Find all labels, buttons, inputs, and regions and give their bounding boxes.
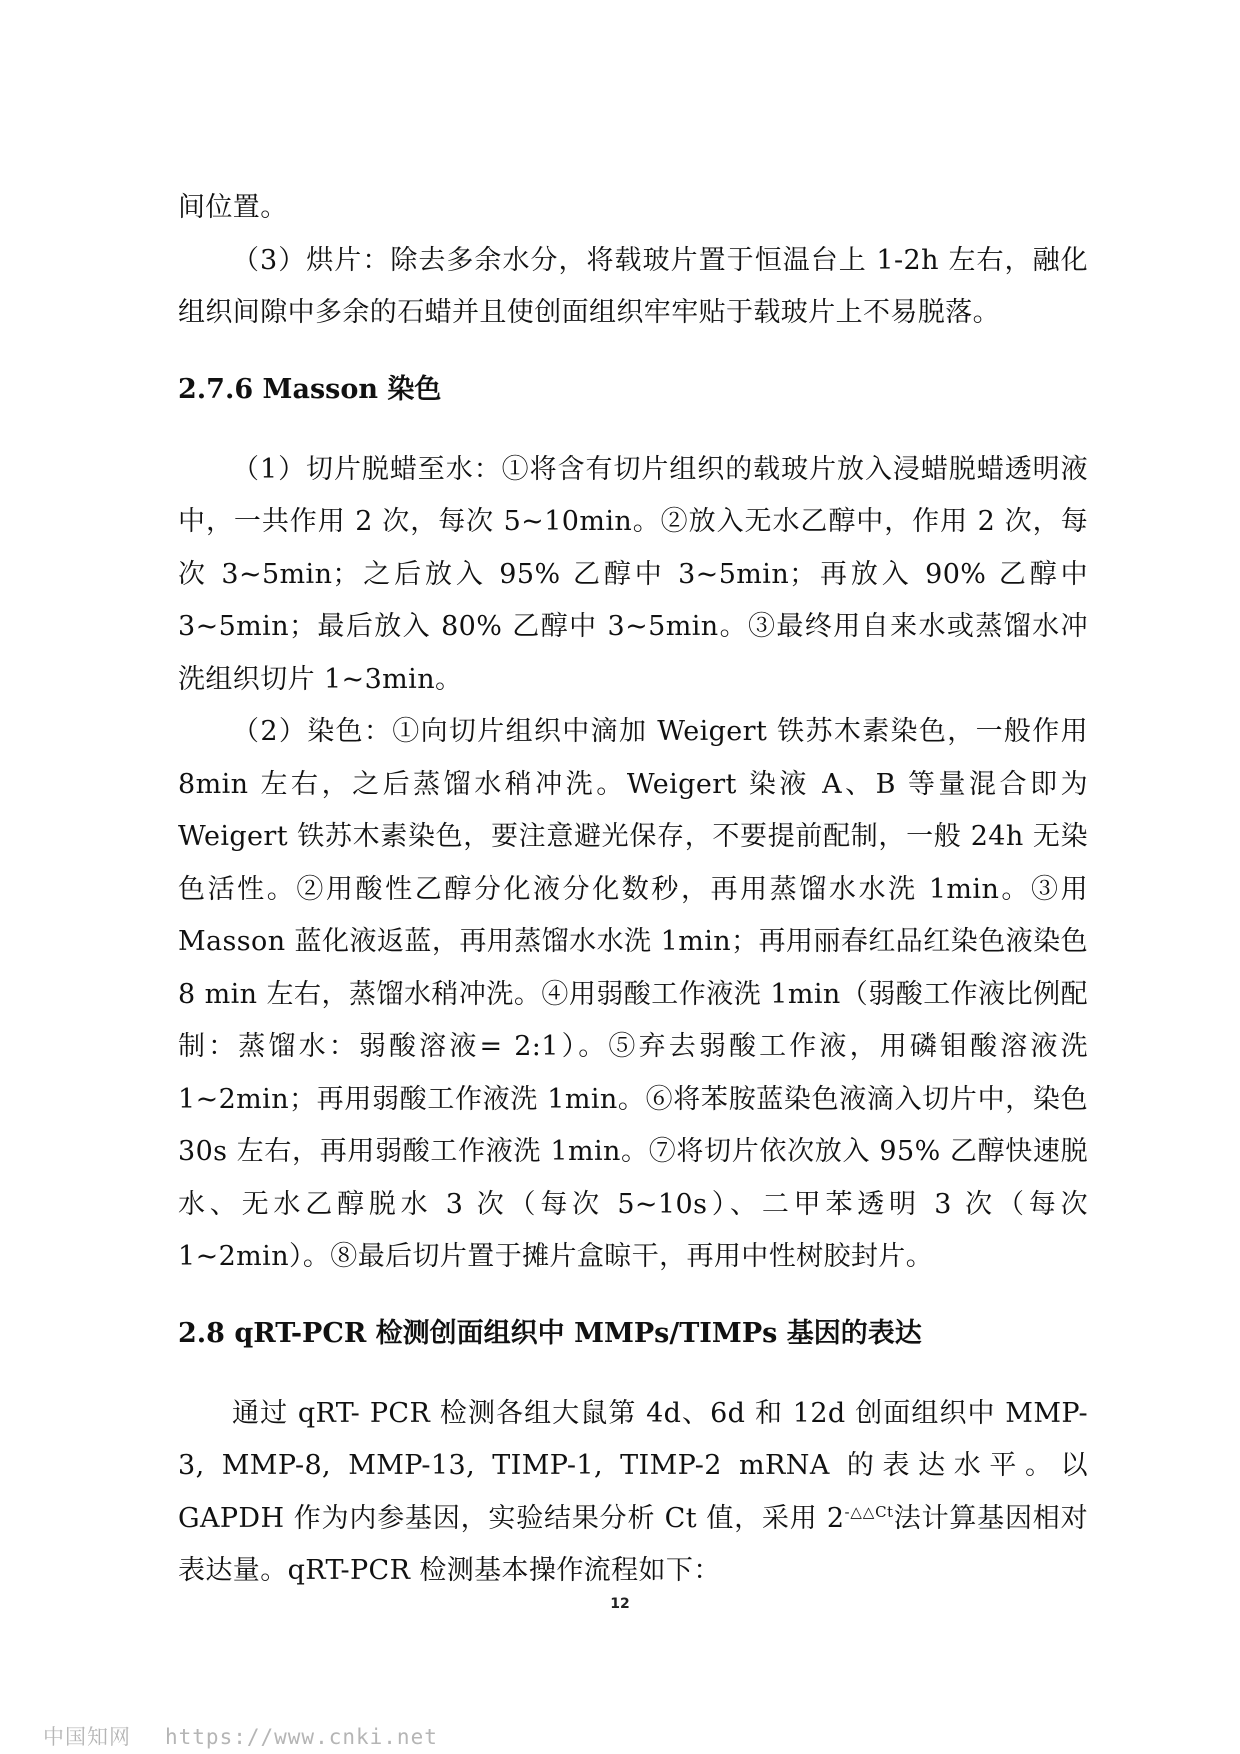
- spacer: [178, 1284, 1088, 1308]
- watermark-url[interactable]: https://www.cnki.net: [165, 1725, 438, 1749]
- paragraph-dewaxing-step: （1）切片脱蜡至水：①将含有切片组织的载玻片放入浸蜡脱蜡透明液中，一共作用 2 次，每次 5~10min。②放入无水乙醇中，作用 2 次，每次 3~5min；之后放入 95% 乙醇中 3~5min；再放入 90% 乙醇中 3~5min；最后放入 80% 乙醇中 3~5min。③最终用自来水或蒸馏水冲洗组织切片 1~3min。: [178, 453, 1088, 695]
- page-body: [178, 182, 1088, 1598]
- paragraph-continuation: 间位置。: [178, 192, 288, 223]
- spacer: [178, 1360, 1088, 1388]
- cnki-watermark: [43, 1721, 438, 1751]
- paragraph-baking-step: （3）烘片：除去多余水分，将载玻片置于恒温台上 1-2h 左右，融化组织间隙中多余的石蜡并且使创面组织牢牢贴于载玻片上不易脱落。: [178, 244, 1088, 328]
- watermark-brand: 中国知网: [43, 1725, 131, 1749]
- superscript-delta-delta-ct: -△△Ct: [844, 1502, 894, 1521]
- paragraph-text: 通过 qRT- PCR 检测各组大鼠第 4d、6d 和 12d 创面组织中 MMP-3, MMP-8, MMP-13, TIMP-1, TIMP-2 mRNA 的表达水平。以 GAPDH 作为内参基因，实验结果分析 Ct 值，采用 2: [178, 1397, 1088, 1534]
- spacer: [178, 340, 1088, 364]
- section-heading-qrt-pcr: 2.8 qRT-PCR 检测创面组织中 MMPs/TIMPs 基因的表达: [178, 1317, 922, 1349]
- paragraph-staining-step: （2）染色：①向切片组织中滴加 Weigert 铁苏木素染色，一般作用 8min 左右，之后蒸馏水稍冲洗。Weigert 染液 A、B 等量混合即为 Weigert 铁苏木素染色，要注意避光保存，不要提前配制，一般 24h 无染色活性。②用酸性乙醇分化液分化数秒，再用蒸馏水水洗 1min。③用 Masson 蓝化液返蓝，再用蒸馏水水洗 1min；再用丽春红品红染色液染色 8 min 左右，蒸馏水稍冲洗。④用弱酸工作液洗 1min（弱酸工作液比例配制：蒸馏水：弱酸溶液= 2:1）。⑤弃去弱酸工作液，用磷钼酸溶液洗 1~2min；再用弱酸工作液洗 1min。⑥将苯胺蓝染色液滴入切片中，染色 30s 左右，再用弱酸工作液洗 1min。⑦将切片依次放入 95% 乙醇快速脱水、无水乙醇脱水 3 次（每次 5~10s）、二甲苯透明 3 次（每次 1~2min）。⑧最后切片置于摊片盒晾干，再用中性树胶封片。: [178, 716, 1088, 1272]
- paragraph-qrt-pcr-intro: [178, 1388, 1088, 1598]
- section-heading-masson-staining: 2.7.6 Masson 染色: [178, 373, 442, 405]
- paragraph-text: 法计算基因相对表达量。qRT-PCR 检测基本操作流程如下：: [178, 1502, 1088, 1586]
- spacer: [178, 416, 1088, 444]
- page-number: 12: [610, 1596, 630, 1612]
